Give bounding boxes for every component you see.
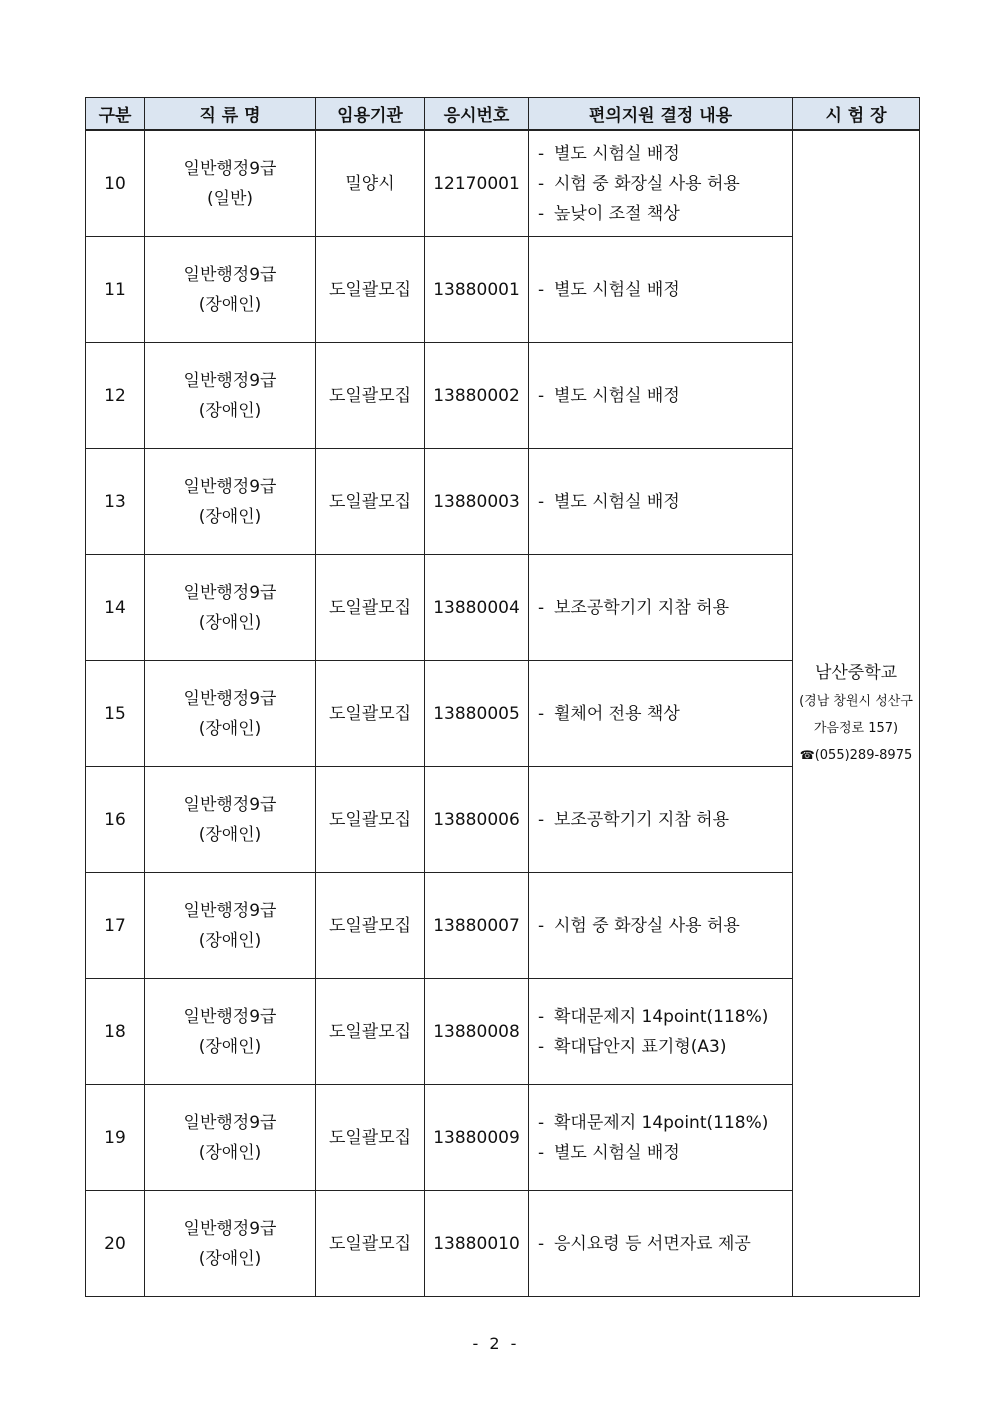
- exam-number-cell: 13880008: [425, 979, 529, 1085]
- header-job-title: 직 류 명: [145, 98, 316, 131]
- exam-number-cell: 13880001: [425, 237, 529, 343]
- exam-number-cell: 13880007: [425, 873, 529, 979]
- exam-number-cell: 13880002: [425, 343, 529, 449]
- support-item: - 별도 시험실 배정: [538, 275, 792, 305]
- job-category: (장애인): [198, 294, 262, 315]
- support-item: - 별도 시험실 배정: [538, 487, 792, 517]
- exam-accommodation-table: [85, 97, 920, 1297]
- row-number: 19: [86, 1085, 145, 1191]
- job-title-cell: [145, 1085, 316, 1191]
- exam-number-cell: 13880009: [425, 1085, 529, 1191]
- agency-cell: 도일괄모집: [316, 767, 425, 873]
- job-title-cell: [145, 873, 316, 979]
- job-category: (일반): [206, 188, 254, 209]
- row-number: 14: [86, 555, 145, 661]
- job-category: (장애인): [198, 1248, 262, 1269]
- job-title: 일반행정9급: [183, 1218, 277, 1239]
- row-number: 13: [86, 449, 145, 555]
- support-item: - 보조공학기기 지참 허용: [538, 593, 792, 623]
- support-item: - 보조공학기기 지참 허용: [538, 805, 792, 835]
- job-category: (장애인): [198, 718, 262, 739]
- job-title: 일반행정9급: [183, 794, 277, 815]
- agency-cell: 도일괄모집: [316, 343, 425, 449]
- agency-cell: 도일괄모집: [316, 661, 425, 767]
- agency-cell: 도일괄모집: [316, 1085, 425, 1191]
- job-title-cell: [145, 1191, 316, 1297]
- header-agency: 임용기관: [316, 98, 425, 131]
- support-content-cell: [529, 767, 793, 873]
- agency-cell: 도일괄모집: [316, 873, 425, 979]
- exam-number-cell: 13880010: [425, 1191, 529, 1297]
- support-item: - 시험 중 화장실 사용 허용: [538, 911, 792, 941]
- job-category: (장애인): [198, 1142, 262, 1163]
- venue-address-line2: 가음정로 157): [813, 721, 899, 736]
- support-item: - 확대답안지 표기형(A3): [538, 1032, 792, 1062]
- row-number: 20: [86, 1191, 145, 1297]
- venue-phone-line: [793, 742, 919, 769]
- agency-cell: 도일괄모집: [316, 979, 425, 1085]
- row-number: 12: [86, 343, 145, 449]
- agency-cell: 밀양시: [316, 130, 425, 237]
- job-title: 일반행정9급: [183, 688, 277, 709]
- exam-number-cell: 13880004: [425, 555, 529, 661]
- job-title: 일반행정9급: [183, 1112, 277, 1133]
- support-item: - 확대문제지 14point(118%): [538, 1002, 792, 1032]
- job-title-cell: [145, 661, 316, 767]
- support-item: - 시험 중 화장실 사용 허용: [538, 169, 792, 199]
- exam-number-cell: 13880003: [425, 449, 529, 555]
- support-item: - 별도 시험실 배정: [538, 139, 792, 169]
- venue-address-line1: (경남 창원시 성산구: [799, 694, 913, 709]
- agency-cell: 도일괄모집: [316, 237, 425, 343]
- job-title: 일반행정9급: [183, 476, 277, 497]
- exam-venue-cell: [793, 130, 920, 1297]
- support-content-cell: [529, 449, 793, 555]
- row-number: 17: [86, 873, 145, 979]
- agency-cell: 도일괄모집: [316, 1191, 425, 1297]
- exam-number-cell: 12170001: [425, 130, 529, 237]
- venue-name: 남산중학교: [814, 663, 898, 683]
- support-content-cell: [529, 1191, 793, 1297]
- job-title-cell: [145, 555, 316, 661]
- exam-number-cell: 13880005: [425, 661, 529, 767]
- row-number: 15: [86, 661, 145, 767]
- job-title: 일반행정9급: [183, 1006, 277, 1027]
- support-item: - 응시요령 등 서면자료 제공: [538, 1229, 792, 1259]
- support-item: - 별도 시험실 배정: [538, 381, 792, 411]
- support-item: - 휠체어 전용 책상: [538, 699, 792, 729]
- header-exam-number: 응시번호: [425, 98, 529, 131]
- header-exam-venue: 시 험 장: [793, 98, 920, 131]
- support-item: - 확대문제지 14point(118%): [538, 1108, 792, 1138]
- support-content-cell: [529, 555, 793, 661]
- agency-cell: 도일괄모집: [316, 555, 425, 661]
- job-category: (장애인): [198, 506, 262, 527]
- header-division: 구분: [86, 98, 145, 131]
- table-row: [86, 130, 920, 237]
- job-title-cell: [145, 979, 316, 1085]
- table-header-row: [86, 98, 920, 131]
- support-content-cell: [529, 130, 793, 237]
- row-number: 16: [86, 767, 145, 873]
- job-category: (장애인): [198, 930, 262, 951]
- exam-number-cell: 13880006: [425, 767, 529, 873]
- row-number: 11: [86, 237, 145, 343]
- support-item: - 별도 시험실 배정: [538, 1138, 792, 1168]
- row-number: 18: [86, 979, 145, 1085]
- support-content-cell: [529, 873, 793, 979]
- job-title-cell: [145, 343, 316, 449]
- job-title: 일반행정9급: [183, 582, 277, 603]
- job-title-cell: [145, 237, 316, 343]
- job-category: (장애인): [198, 1036, 262, 1057]
- job-category: (장애인): [198, 400, 262, 421]
- support-content-cell: [529, 237, 793, 343]
- venue-phone: (055)289-8975: [814, 748, 913, 763]
- support-item: - 높낮이 조절 책상: [538, 199, 792, 229]
- job-title-cell: [145, 449, 316, 555]
- job-title-cell: [145, 767, 316, 873]
- job-title: 일반행정9급: [183, 900, 277, 921]
- job-category: (장애인): [198, 612, 262, 633]
- page-number: - 2 -: [472, 1334, 520, 1353]
- header-support-content: 편의지원 결정 내용: [529, 98, 793, 131]
- phone-icon: ☎: [799, 748, 815, 762]
- job-title: 일반행정9급: [183, 264, 277, 285]
- job-title: 일반행정9급: [183, 158, 277, 179]
- job-title: 일반행정9급: [183, 370, 277, 391]
- job-title-cell: [145, 130, 316, 237]
- support-content-cell: [529, 661, 793, 767]
- support-content-cell: [529, 1085, 793, 1191]
- job-category: (장애인): [198, 824, 262, 845]
- row-number: 10: [86, 130, 145, 237]
- agency-cell: 도일괄모집: [316, 449, 425, 555]
- support-content-cell: [529, 343, 793, 449]
- support-content-cell: [529, 979, 793, 1085]
